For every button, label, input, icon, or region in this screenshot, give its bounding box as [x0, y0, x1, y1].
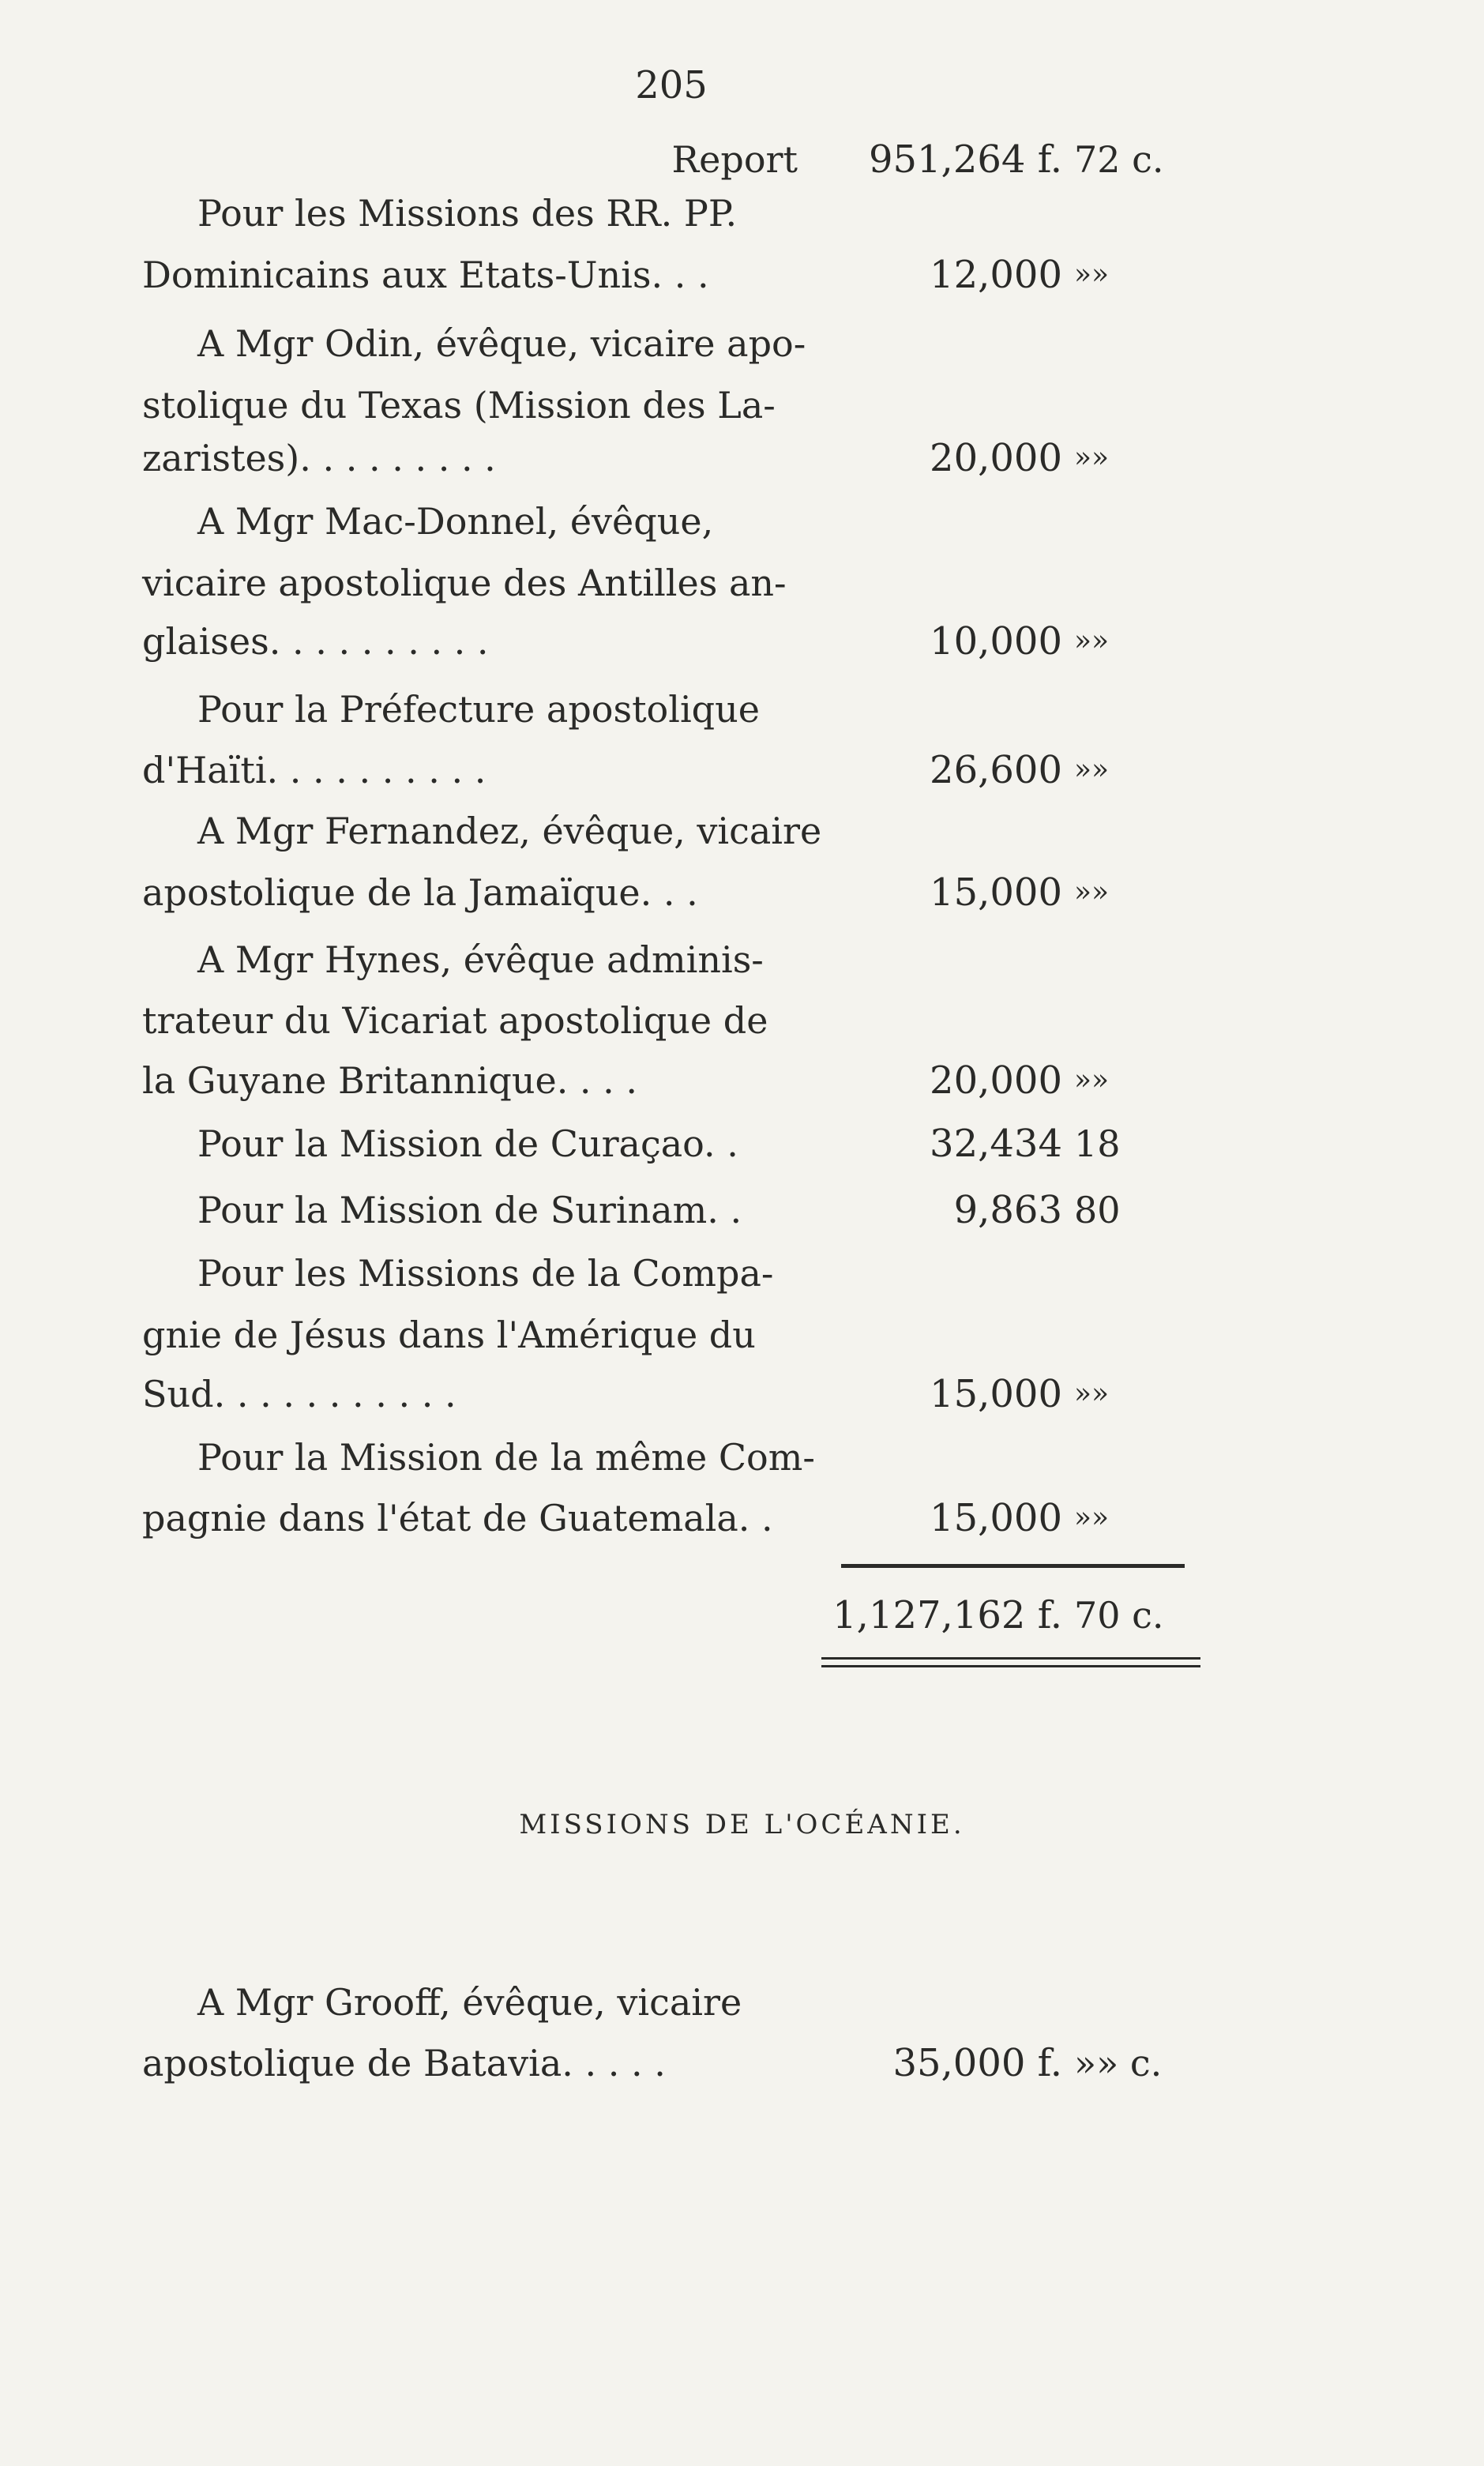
entry-cents: 80 — [1074, 1189, 1121, 1231]
double-rule-bottom — [821, 1665, 1200, 1667]
entry-text-line: Pour la Préfecture apostolique — [197, 688, 760, 731]
entry-cents: »» c. — [1074, 2042, 1163, 2084]
report-cents: 72 c. — [1074, 138, 1164, 181]
sum-rule — [841, 1564, 1185, 1568]
double-rule-top — [821, 1657, 1200, 1660]
entry-amount: 15,000 — [930, 870, 1062, 915]
entry-amount: 10,000 — [930, 619, 1062, 663]
entry-text-line: A Mgr Fernandez, évêque, vicaire — [197, 810, 822, 852]
entry-text-line: Pour la Mission de la même Com- — [197, 1436, 815, 1479]
entry-cents: »» — [1074, 442, 1110, 474]
entry-text-line: Pour les Missions de la Compa- — [197, 1252, 774, 1295]
entry-text-line: glaises. . . . . . . . . . — [142, 620, 489, 663]
entry-amount: 15,000 — [930, 1372, 1062, 1416]
entry-amount: 15,000 — [930, 1496, 1062, 1540]
entry-text-line: A Mgr Grooff, évêque, vicaire — [197, 1981, 742, 2024]
entry-text-line: Pour les Missions des RR. PP. — [197, 192, 738, 235]
entry-text-line: Dominicains aux Etats-Unis. . . — [142, 254, 709, 296]
entry-text-line: zaristes). . . . . . . . . — [142, 437, 496, 479]
report-label: Report — [671, 138, 798, 181]
entry-amount: 20,000 — [930, 436, 1062, 480]
entry-cents: »» — [1074, 258, 1110, 291]
entry-cents: 18 — [1074, 1122, 1121, 1165]
entry-text-line: d'Haïti. . . . . . . . . . — [142, 749, 487, 791]
entry-cents: »» — [1074, 1378, 1110, 1410]
total-cents: 70 c. — [1074, 1594, 1164, 1637]
entry-text-line: Pour la Mission de Surinam. . — [197, 1189, 742, 1231]
entry-cents: »» — [1074, 876, 1110, 908]
entry-text-line: la Guyane Britannique. . . . — [142, 1059, 638, 1102]
entry-text-line: vicaire apostolique des Antilles an- — [142, 562, 787, 604]
entry-amount: 20,000 — [930, 1058, 1062, 1103]
entry-cents: »» — [1074, 625, 1110, 657]
entry-text-line: Pour la Mission de Curaçao. . — [197, 1122, 738, 1165]
entry-cents: »» — [1074, 1064, 1110, 1096]
entry-text-line: A Mgr Odin, évêque, vicaire apo- — [197, 322, 806, 365]
entry-text-line: trateur du Vicariat apostolique de — [142, 999, 768, 1042]
page-number: 205 — [635, 63, 708, 107]
entry-text-line: apostolique de la Jamaïque. . . — [142, 871, 698, 914]
entry-text-line: pagnie dans l'état de Guatemala. . — [142, 1497, 773, 1539]
total-amount: 1,127,162 f. — [832, 1593, 1062, 1637]
entry-text-line: Sud. . . . . . . . . . . — [142, 1373, 456, 1415]
entry-text-line: stolique du Texas (Mission des La- — [142, 384, 776, 427]
report-amount: 951,264 f. — [868, 137, 1062, 182]
entry-amount: 12,000 — [930, 253, 1062, 297]
entry-text-line: A Mgr Hynes, évêque adminis- — [197, 938, 764, 981]
section-heading: MISSIONS DE L'OCÉANIE. — [519, 1809, 965, 1840]
entry-amount: 35,000 f. — [892, 2041, 1062, 2085]
entry-text-line: gnie de Jésus dans l'Amérique du — [142, 1314, 756, 1356]
entry-amount: 32,434 — [930, 1122, 1062, 1166]
entry-amount: 26,600 — [930, 748, 1062, 792]
entry-cents: »» — [1074, 1502, 1110, 1534]
entry-text-line: A Mgr Mac-Donnel, évêque, — [197, 500, 714, 543]
entry-amount: 9,863 — [953, 1188, 1062, 1232]
entry-text-line: apostolique de Batavia. . . . . — [142, 2042, 666, 2084]
entry-cents: »» — [1074, 754, 1110, 786]
